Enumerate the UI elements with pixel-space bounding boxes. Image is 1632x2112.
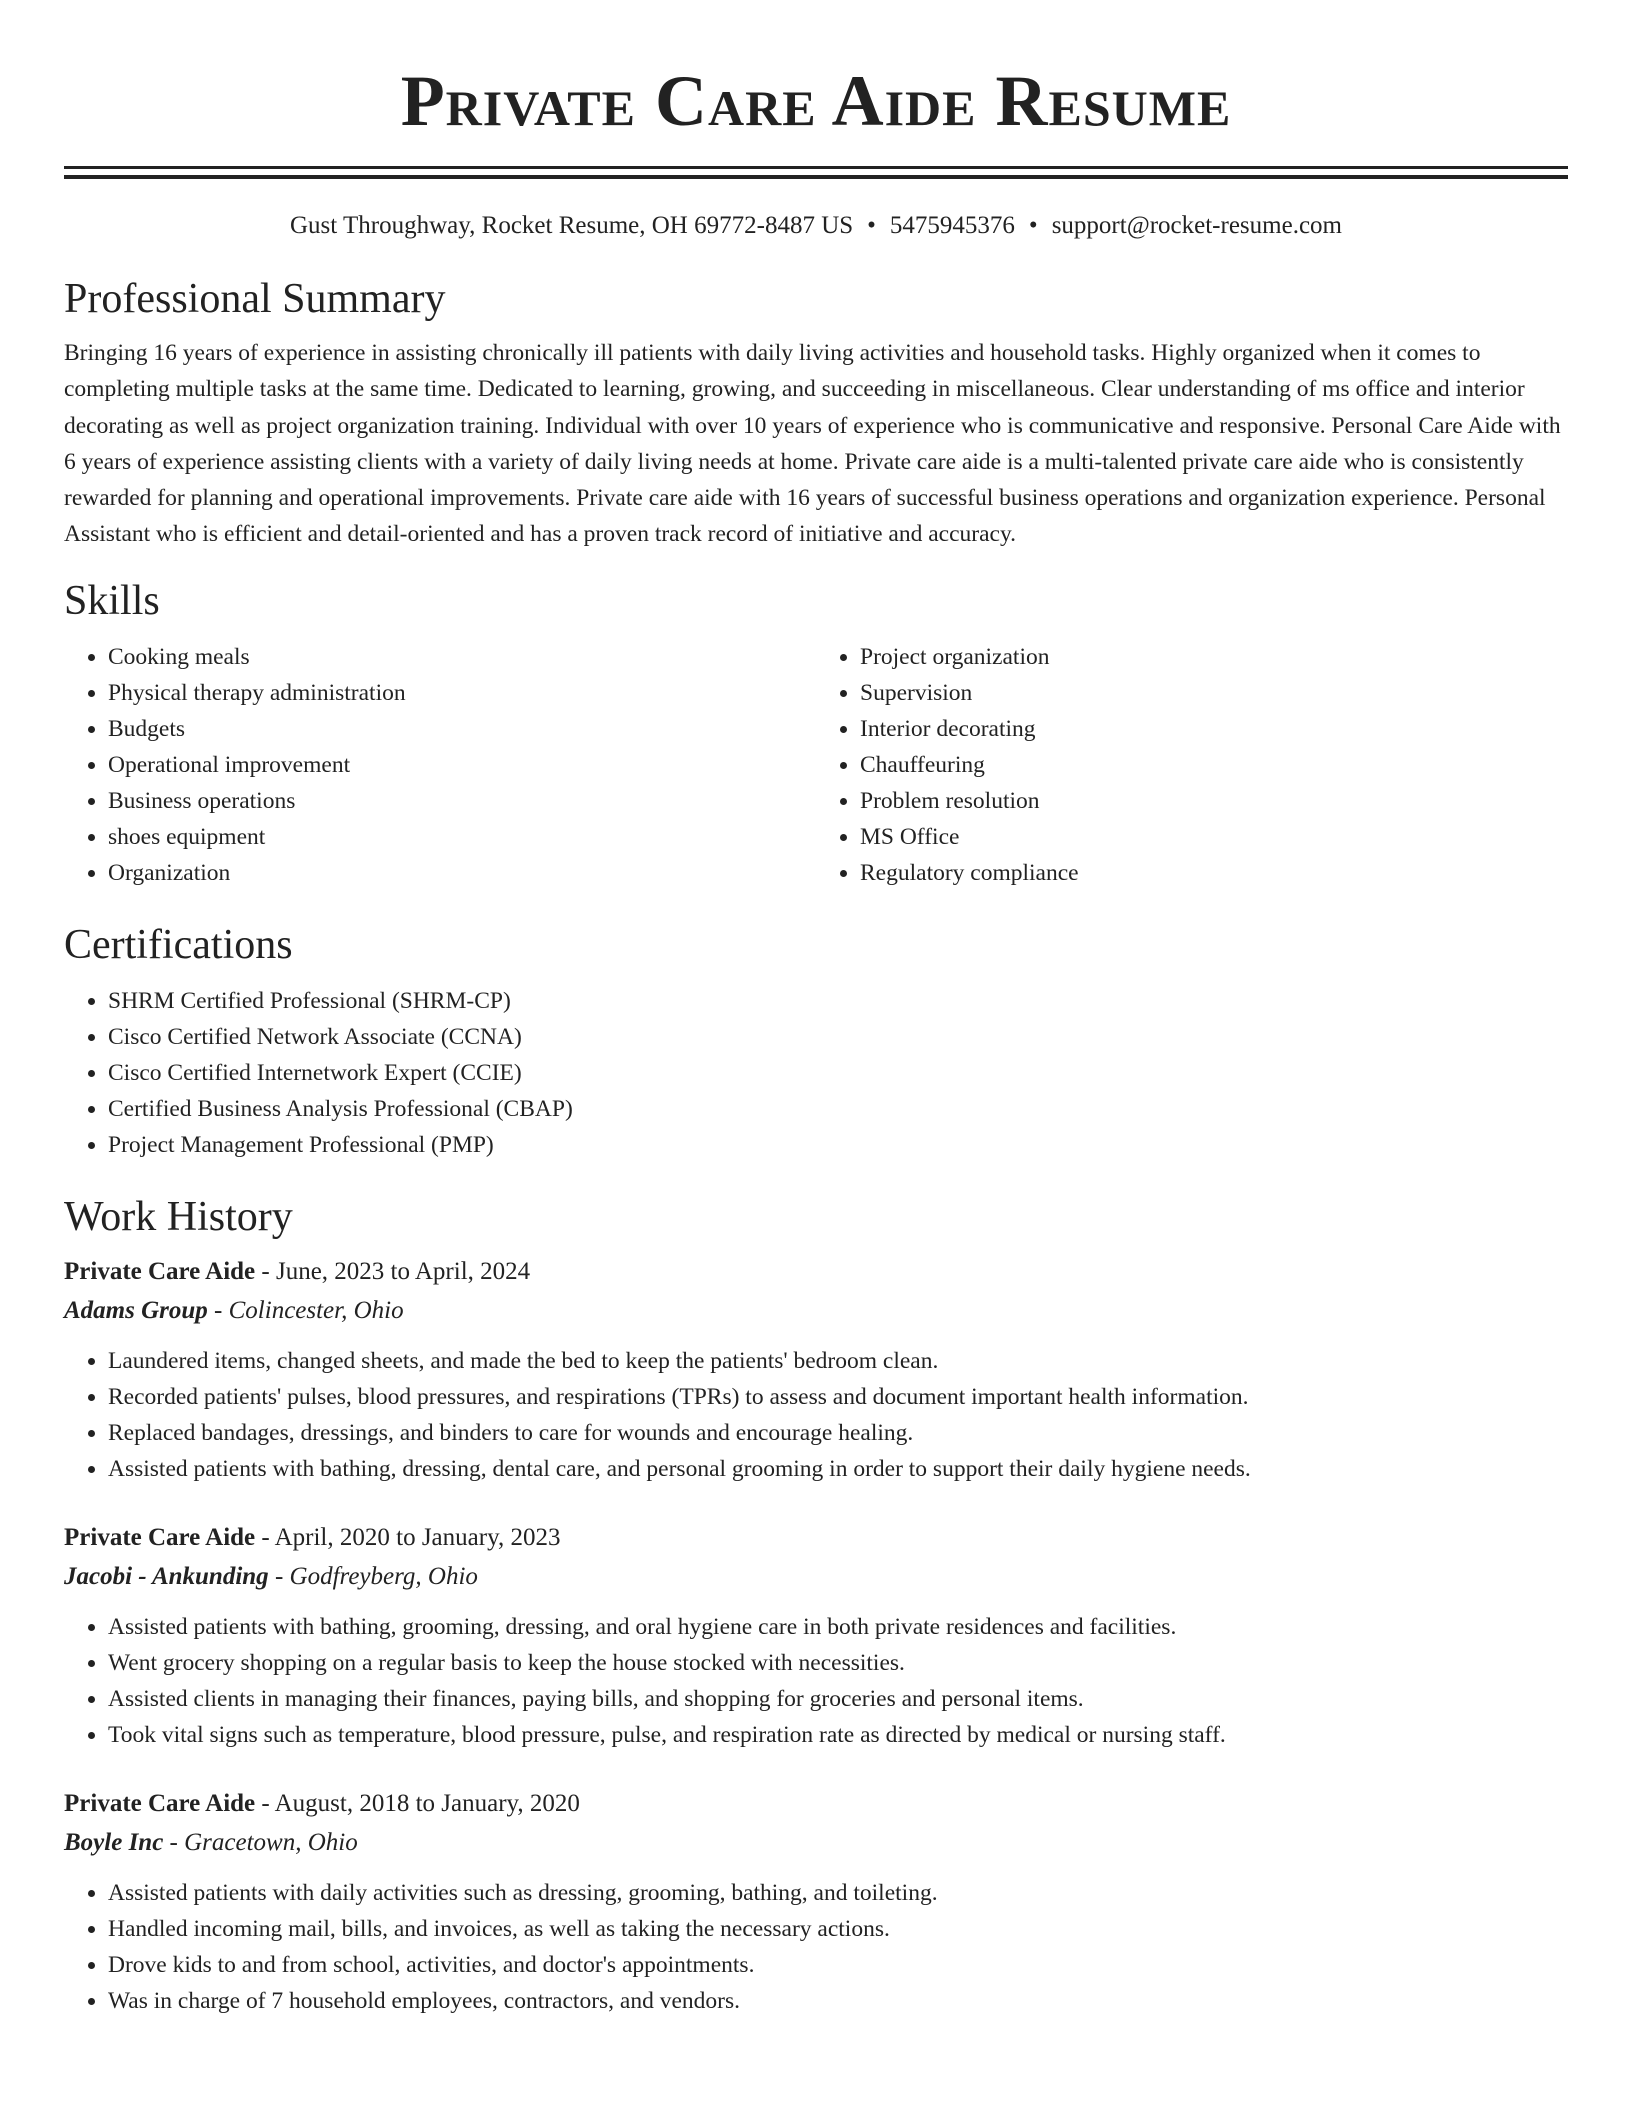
job-employer (64, 1291, 1568, 1331)
skill-item: • Business operations (108, 783, 816, 819)
contact-email[interactable]: support@rocket-resume.com (1051, 212, 1342, 239)
skill-item: • Project organization (860, 639, 1568, 675)
skills-list-right (816, 639, 1568, 891)
job-title: Private Care Aide (64, 1523, 256, 1551)
skill-item: • Supervision (860, 675, 1568, 711)
skill-item: • Organization (108, 855, 816, 891)
skill-item: • Problem resolution (860, 783, 1568, 819)
skill-item: • Chauffeuring (860, 747, 1568, 783)
job-duty: • Drove kids to and from school, activities, and doctor's appointments. (108, 1947, 1568, 1983)
contact-separator: • (867, 212, 876, 239)
job-company: Adams Group (64, 1296, 208, 1324)
job-company: Jacobi - Ankunding (64, 1562, 269, 1590)
skill-item: • Regulatory compliance (860, 855, 1568, 891)
job-duties-list (64, 1609, 1568, 1753)
certification-item: • Cisco Certified Internetwork Expert (CCIE) (108, 1055, 1568, 1091)
job-duty: • Assisted patients with bathing, grooming, dressing, and oral hygiene care in both private residences and facilities. (108, 1609, 1568, 1645)
title-divider-top (64, 166, 1568, 169)
certification-item: • Certified Business Analysis Professional (CBAP) (108, 1091, 1568, 1127)
job-location: - Gracetown, Ohio (169, 1828, 358, 1856)
skill-item: • Physical therapy administration (108, 675, 816, 711)
job-duties-list (64, 1875, 1568, 2019)
job-duty: • Went grocery shopping on a regular basis to keep the house stocked with necessities. (108, 1645, 1568, 1681)
contact-phone: 5475945376 (889, 212, 1015, 239)
job-employer (64, 1823, 1568, 1863)
skills-heading: Skills (64, 577, 160, 624)
summary-text: Bringing 16 years of experience in assisting chronically ill patients with daily living activities and household tasks. Highly organized when it comes to completing multiple tasks at the same time. Dedicated to learning, growing, and succeeding in miscellaneous. Clear understanding of ms office and interior decorating as well as project organization training. Individual with over 10 years of experience who is communicative and responsive. Personal Care Aide with 6 years of experience assisting clients with a variety of daily living needs at home. Private care aide is a multi-talented private care aide who is consistently rewarded for planning and operational improvements. Private care aide with 16 years of successful business operations and organization experience. Personal Assistant who is efficient and detail-oriented and has a proven track record of initiative and accuracy. (64, 340, 1561, 548)
job-entry (64, 1519, 1568, 1753)
job-duties-list (64, 1343, 1568, 1487)
skill-item: • Budgets (108, 711, 816, 747)
job-duty: • Handled incoming mail, bills, and invoices, as well as taking the necessary actions. (108, 1911, 1568, 1947)
job-entry (64, 1785, 1568, 2019)
job-duty: • Was in charge of 7 household employees, contractors, and vendors. (108, 1983, 1568, 2019)
job-duty: • Recorded patients' pulses, blood pressures, and respirations (TPRs) to assess and document important health information. (108, 1379, 1568, 1415)
job-duty: • Assisted clients in managing their finances, paying bills, and shopping for groceries and personal items. (108, 1681, 1568, 1717)
skills-columns (64, 639, 1568, 891)
skill-item: • shoes equipment (108, 819, 816, 855)
skill-item: • MS Office (860, 819, 1568, 855)
summary-heading: Professional Summary (64, 276, 446, 322)
job-location: - Godfreyberg, Ohio (274, 1562, 478, 1590)
work-history-heading: Work History (64, 1193, 293, 1240)
job-header (64, 1785, 1568, 1823)
resume-title: Private Care Aide Resume (400, 61, 1232, 141)
job-duty: • Took vital signs such as temperature, blood pressure, pulse, and respiration rate as directed by medical or nursing staff. (108, 1717, 1568, 1753)
contact-address: Gust Throughway, Rocket Resume, OH 69772-8487 US (290, 212, 854, 239)
job-location: - Colincester, Ohio (214, 1296, 404, 1324)
skills-list-left (64, 639, 816, 891)
job-dates: - April, 2020 to January, 2023 (261, 1523, 561, 1551)
certification-item: • Cisco Certified Network Associate (CCNA) (108, 1019, 1568, 1055)
job-duty: • Replaced bandages, dressings, and binders to care for wounds and encourage healing. (108, 1415, 1568, 1451)
job-header (64, 1253, 1568, 1291)
skill-item: • Operational improvement (108, 747, 816, 783)
job-duty: • Laundered items, changed sheets, and made the bed to keep the patients' bedroom clean. (108, 1343, 1568, 1379)
skill-item: • Interior decorating (860, 711, 1568, 747)
job-title: Private Care Aide (64, 1789, 256, 1817)
certification-item: • Project Management Professional (PMP) (108, 1127, 1568, 1163)
contact-separator: • (1028, 212, 1038, 239)
resume-page (64, 0, 1568, 2019)
job-dates: - June, 2023 to April, 2024 (261, 1257, 531, 1285)
certifications-list (64, 983, 1568, 1163)
job-header (64, 1519, 1568, 1557)
certifications-heading: Certifications (64, 921, 293, 968)
job-entry (64, 1253, 1568, 1487)
title-divider-bottom (64, 175, 1568, 179)
job-company: Boyle Inc (64, 1828, 164, 1856)
certification-item: • SHRM Certified Professional (SHRM-CP) (108, 983, 1568, 1019)
job-title: Private Care Aide (64, 1257, 256, 1285)
job-duty: • Assisted patients with daily activities such as dressing, grooming, bathing, and toileting. (108, 1875, 1568, 1911)
skill-item: • Cooking meals (108, 639, 816, 675)
job-employer (64, 1557, 1568, 1597)
job-duty: • Assisted patients with bathing, dressing, dental care, and personal grooming in order to support their daily hygiene needs. (108, 1451, 1568, 1487)
contact-line (64, 209, 1568, 243)
job-dates: - August, 2018 to January, 2020 (261, 1789, 580, 1817)
